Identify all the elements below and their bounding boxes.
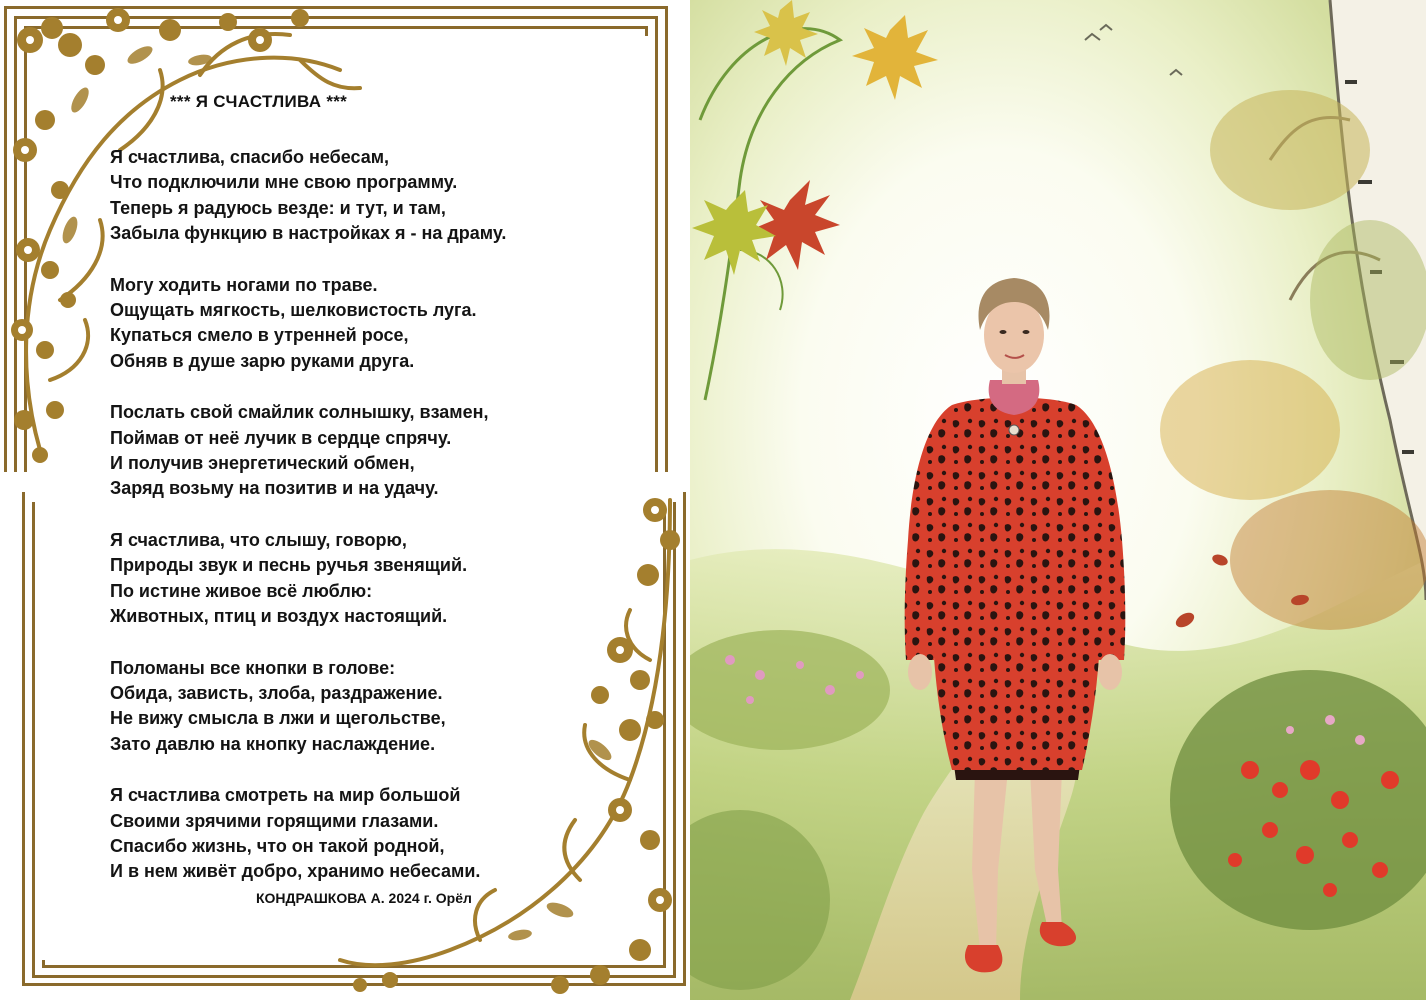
verse-line: Что подключили мне свою программу.	[110, 172, 458, 193]
verse-line: Я счастлива смотреть на мир большой	[110, 785, 461, 806]
verse-line: Ощущать мягкость, шелковистость луга.	[110, 300, 477, 321]
verse-line: Я счастлива, что слышу, говорю,	[110, 529, 407, 550]
portrait-photo	[690, 0, 1426, 1000]
poem-title: *** Я СЧАСТЛИВА ***	[170, 92, 348, 111]
poem-card	[0, 0, 690, 1000]
verse-line: Теперь я радуюсь везде: и тут, и там,	[110, 197, 446, 218]
verse-line: Заряд возьму на позитив и на удачу.	[110, 478, 439, 499]
verse-line: Не вижу смысла в лжи и щегольстве,	[110, 708, 446, 729]
autumn-landscape-illustration	[690, 0, 1426, 1000]
verse-line: Зато давлю на кнопку наслаждение.	[110, 733, 436, 754]
verse-line: Купаться смело в утренней росе,	[110, 325, 409, 346]
stanza	[110, 528, 630, 630]
verse-line: И в нем живёт добро, хранимо небесами.	[110, 861, 481, 882]
verse-line: Забыла функцию в настройках я - на драму.	[110, 223, 507, 244]
verse-line: И получив энергетический обмен,	[110, 453, 415, 474]
verse-line: Я счастлива, спасибо небесам,	[110, 147, 390, 167]
author-signature: КОНДРАШКОВА А. 2024 г. Орёл	[256, 890, 472, 906]
verse-line: Обняв в душе зарю руками друга.	[110, 350, 415, 371]
verse-line: Могу ходить ногами по траве.	[110, 274, 378, 295]
verse-line: Своими зрячими горящими глазами.	[110, 810, 439, 831]
verse-line: Поломаны все кнопки в голове:	[110, 657, 396, 678]
stanza	[110, 145, 630, 247]
poem-body	[110, 145, 630, 911]
stanza	[110, 273, 630, 375]
verse-line: Спасибо жизнь, что он такой родной,	[110, 835, 445, 856]
stanza	[110, 400, 630, 502]
verse-line: По истине живое всё люблю:	[110, 580, 373, 601]
verse-line: Поймав от неё лучик в сердце спрячу.	[110, 427, 452, 448]
verse-line: Послать свой смайлик солнышку, взамен,	[110, 402, 489, 423]
verse-line: Животных, птиц и воздух настоящий.	[110, 606, 448, 627]
verse-line: Природы звук и песнь ручья звенящий.	[110, 555, 468, 576]
stanza	[110, 783, 630, 885]
verse-line: Обида, зависть, злоба, раздражение.	[110, 682, 443, 703]
stanza	[110, 656, 630, 758]
